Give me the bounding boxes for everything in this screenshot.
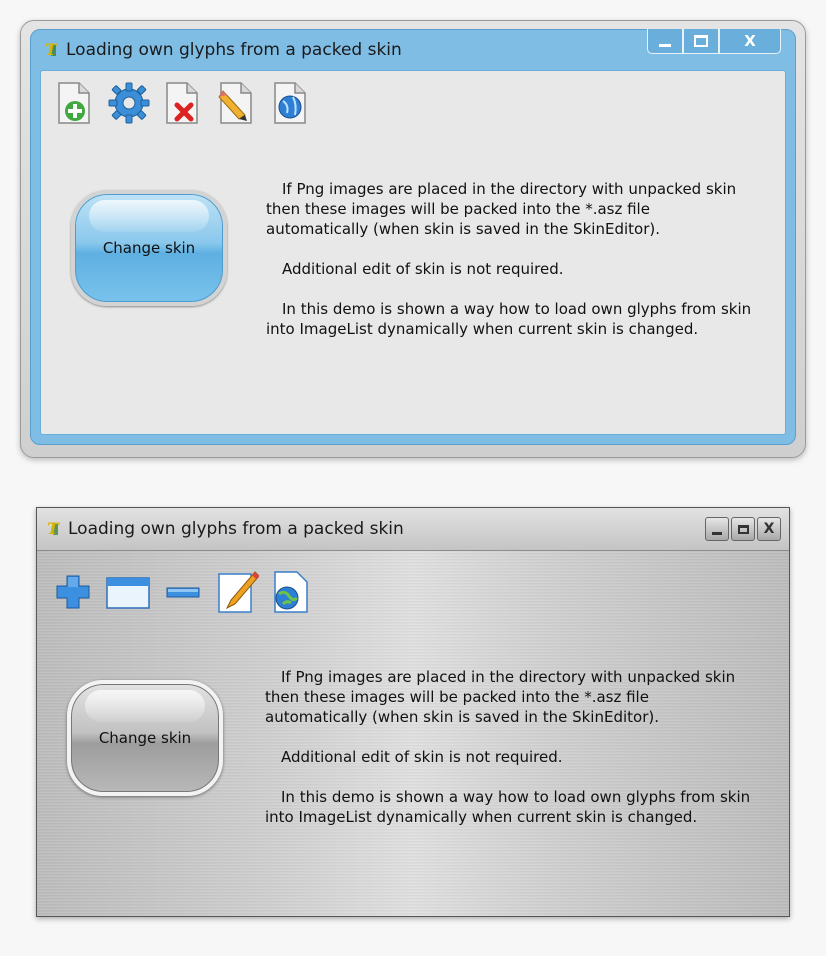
maximize-button[interactable] xyxy=(683,29,719,54)
toolbar xyxy=(51,570,323,614)
client-area xyxy=(40,70,786,435)
window-title: Loading own glyphs from a packed skin xyxy=(68,519,404,539)
change-skin-label: Change skin xyxy=(102,239,196,257)
description-paragraph-3: In this demo is shown a way how to load own glyphs from skin into ImageList dynamically when current skin is changed. xyxy=(265,788,751,826)
web-page-button[interactable] xyxy=(269,81,313,125)
close-button[interactable] xyxy=(719,29,781,54)
window-frame xyxy=(30,29,796,445)
edit-pencil-icon xyxy=(215,570,259,614)
minimize-icon xyxy=(659,44,671,47)
description xyxy=(266,179,756,359)
change-skin-label: Change skin xyxy=(98,729,192,747)
button-shine xyxy=(85,690,205,722)
gear-icon xyxy=(107,81,151,125)
description-paragraph-2: Additional edit of skin is not required. xyxy=(281,748,563,766)
window-controls xyxy=(647,29,781,54)
window-metal-skin xyxy=(36,507,790,917)
button-shine xyxy=(89,200,209,232)
plus-icon xyxy=(51,570,95,614)
close-icon: X xyxy=(763,521,775,537)
close-icon: X xyxy=(744,32,756,50)
minimize-button[interactable] xyxy=(705,517,729,541)
title-bar[interactable] xyxy=(37,508,789,551)
description xyxy=(265,667,755,847)
minimize-button[interactable] xyxy=(647,29,683,54)
description-paragraph-3: In this demo is shown a way how to load own glyphs from skin into ImageList dynamically when current skin is changed. xyxy=(266,300,752,338)
maximize-icon xyxy=(738,525,749,534)
edit-button[interactable] xyxy=(215,570,259,614)
minus-icon xyxy=(161,570,205,614)
web-page-icon xyxy=(269,570,313,614)
window-controls xyxy=(705,517,781,541)
window-blue-skin xyxy=(20,20,806,458)
close-button[interactable] xyxy=(757,517,781,541)
change-skin-button[interactable] xyxy=(71,190,227,306)
remove-button[interactable] xyxy=(161,570,205,614)
window-icon xyxy=(105,570,151,614)
maximize-button[interactable] xyxy=(731,517,755,541)
edit-button[interactable] xyxy=(215,81,259,125)
window-title: Loading own glyphs from a packed skin xyxy=(66,40,402,60)
window-button[interactable] xyxy=(105,570,151,614)
toolbar xyxy=(53,81,323,125)
description-paragraph-1: If Png images are placed in the directory with unpacked skin then these images will be packed into the *.asz file automatically (when skin is saved in the SkinEditor). xyxy=(265,668,736,726)
delete-file-button[interactable] xyxy=(161,81,205,125)
web-page-button[interactable] xyxy=(269,570,313,614)
settings-button[interactable] xyxy=(107,81,151,125)
maximize-icon xyxy=(694,35,708,47)
delete-file-icon xyxy=(161,81,205,125)
app-icon: T xyxy=(47,519,59,538)
app-icon: T xyxy=(45,40,57,59)
add-file-button[interactable] xyxy=(53,81,97,125)
description-paragraph-1: If Png images are placed in the directory with unpacked skin then these images will be packed into the *.asz file automatically (when skin is saved in the SkinEditor). xyxy=(266,180,737,238)
minimize-icon xyxy=(712,532,722,535)
change-skin-button[interactable] xyxy=(67,680,223,796)
description-paragraph-2: Additional edit of skin is not required. xyxy=(282,260,564,278)
add-file-icon xyxy=(53,81,97,125)
edit-pencil-icon xyxy=(215,81,259,125)
add-button[interactable] xyxy=(51,570,95,614)
web-page-icon xyxy=(269,81,313,125)
